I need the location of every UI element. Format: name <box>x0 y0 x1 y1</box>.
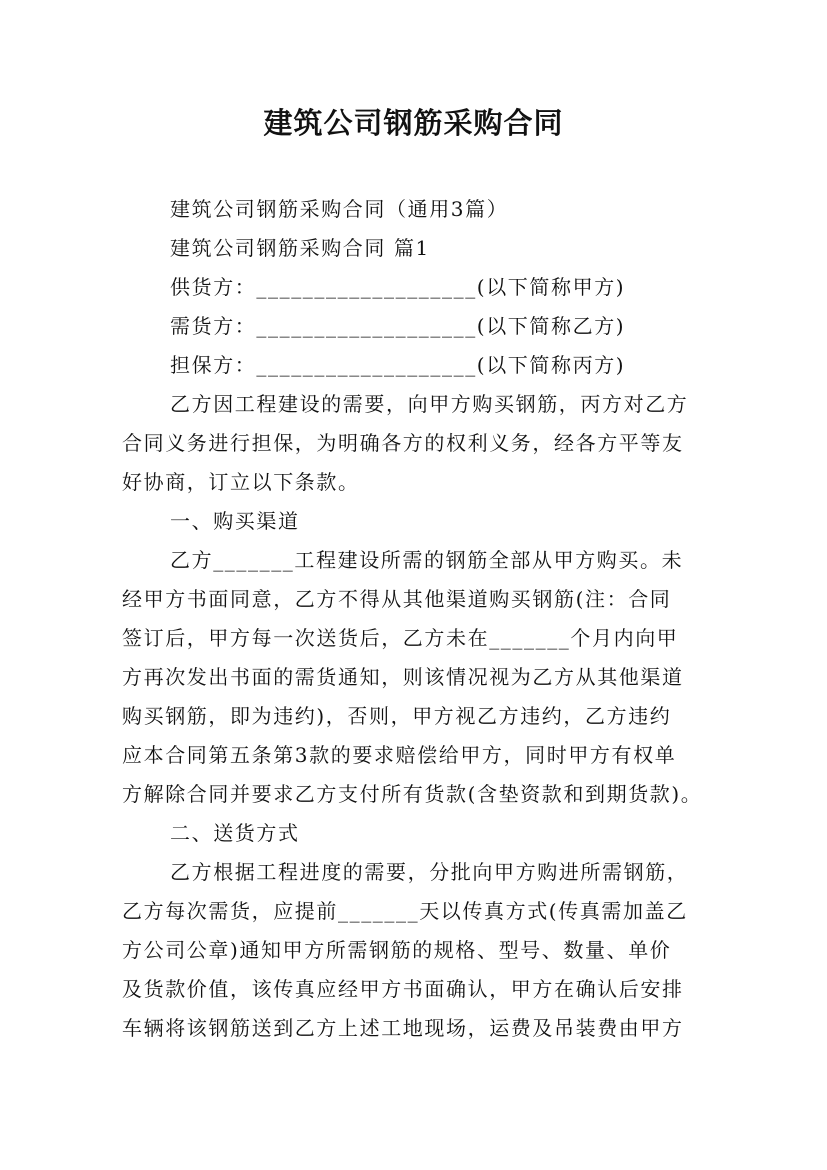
guarantor-line: 担保方：___________________(以下简称丙方) <box>170 353 626 377</box>
paragraph-line: 方再次发出书面的需货通知，则该情况视为乙方从其他渠道 <box>122 665 684 689</box>
section-heading: 一、购买渠道 <box>170 509 300 533</box>
section-heading: 二、送货方式 <box>170 821 300 845</box>
paragraph-line: 及货款价值，该传真应经甲方书面确认，甲方在确认后安排 <box>122 977 684 1001</box>
paragraph-line: 好协商，订立以下条款。 <box>122 470 360 494</box>
paragraph-line: 建筑公司钢筋采购合同（通用3篇） <box>170 197 509 221</box>
paragraph-line: 乙方根据工程进度的需要，分批向甲方购进所需钢筋， <box>170 860 689 884</box>
buyer-line: 需货方：___________________(以下简称乙方) <box>170 314 626 338</box>
paragraph-line: 方公司公章)通知甲方所需钢筋的规格、型号、数量、单价 <box>122 938 672 962</box>
paragraph-line: 购买钢筋，即为违约)，否则，甲方视乙方违约，乙方违约 <box>122 704 672 728</box>
paragraph-line: 乙方_______工程建设所需的钢筋全部从甲方购买。未 <box>170 548 684 572</box>
paragraph-line: 合同义务进行担保，为明确各方的权利义务，经各方平等友 <box>122 431 684 455</box>
paragraph-line: 建筑公司钢筋采购合同 篇1 <box>170 236 430 260</box>
paragraph-line: 乙方因工程建设的需要，向甲方购买钢筋，丙方对乙方 <box>170 392 689 416</box>
document-title: 建筑公司钢筋采购合同 <box>263 106 564 140</box>
paragraph-line: 应本合同第五条第3款的要求赔偿给甲方，同时甲方有权单 <box>122 743 677 767</box>
paragraph-line: 方解除合同并要求乙方支付所有货款(含垫资款和到期货款)。 <box>122 782 703 806</box>
supplier-line: 供货方：___________________(以下简称甲方) <box>170 275 626 299</box>
paragraph-line: 经甲方书面同意，乙方不得从其他渠道购买钢筋(注：合同 <box>122 587 672 611</box>
paragraph-line: 乙方每次需货，应提前_______天以传真方式(传真需加盖乙 <box>122 899 688 923</box>
paragraph-line: 签订后，甲方每一次送货后，乙方未在_______个月内向甲 <box>122 626 679 650</box>
paragraph-line: 车辆将该钢筋送到乙方上述工地现场，运费及吊装费由甲方 <box>122 1016 684 1040</box>
document-body <box>122 190 722 1048</box>
